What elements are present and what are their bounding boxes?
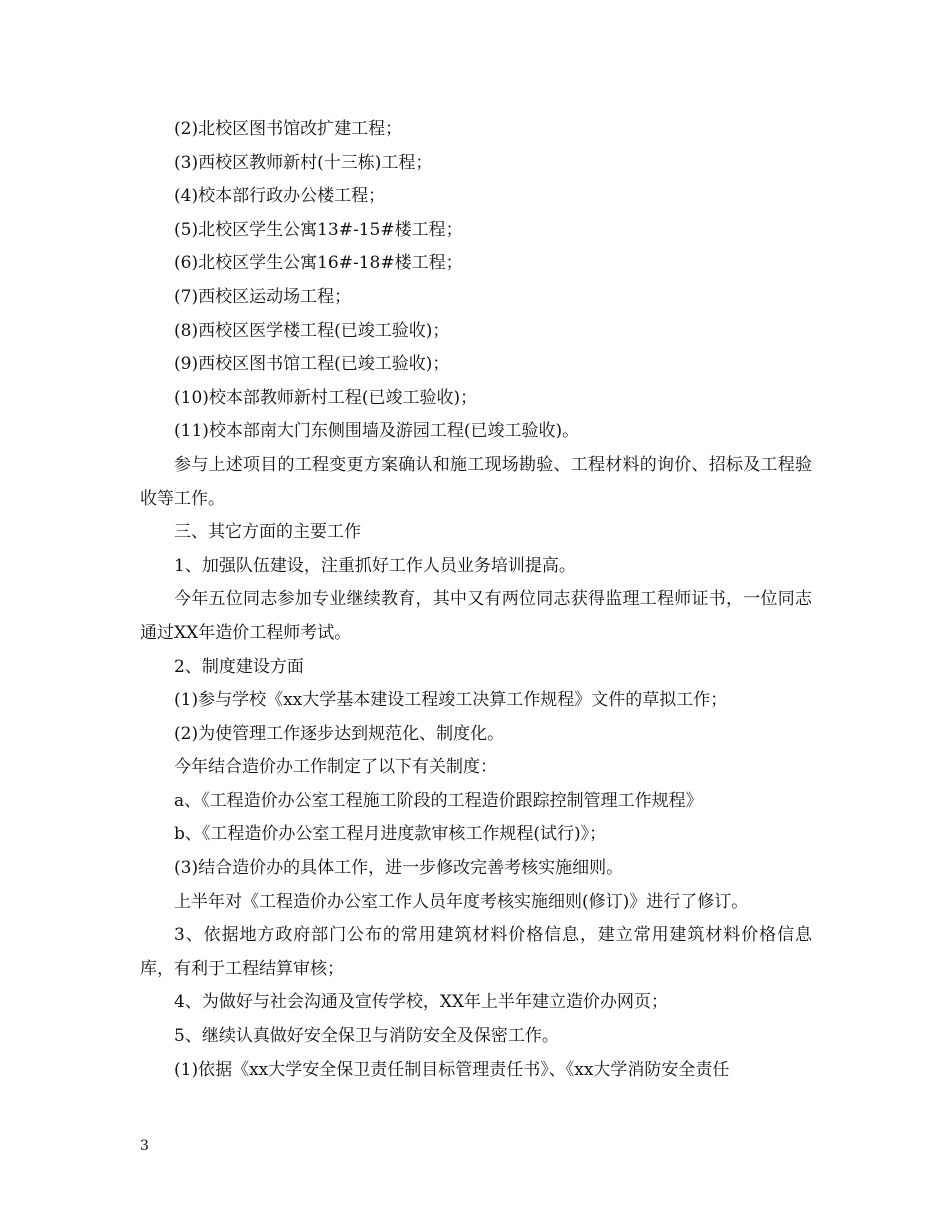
paragraph: b、《工程造价办公室工程月进度款审核工作规程(试行)》； [174, 824, 607, 845]
paragraph: (2)为使管理工作逐步达到规范化、制度化。 [174, 723, 505, 744]
paragraph: (1)依据《xx大学安全保卫责任制目标管理责任书》、《xx大学消防安全责任 [174, 1059, 730, 1080]
paragraph: 5、继续认真做好安全保卫与消防安全及保密工作。 [174, 1026, 559, 1047]
paragraph: (7)西校区运动场工程； [174, 286, 352, 307]
paragraph: (3)结合造价办的具体工作，进一步修改完善考核实施细则。 [174, 858, 624, 879]
paragraph: (1)参与学校《xx大学基本建设工程竣工决算工作规程》文件的草拟工作； [174, 690, 728, 711]
paragraph: (6)北校区学生公寓16#-18#楼工程； [174, 253, 463, 274]
paragraph: a、《工程造价办公室工程施工阶段的工程造价跟踪控制管理工作规程》 [174, 790, 703, 811]
paragraph: 上半年对《工程造价办公室工作人员年度考核实施细则(修订)》进行了修订。 [174, 891, 749, 912]
section-heading: 三、其它方面的主要工作 [174, 522, 361, 543]
paragraph: 2、制度建设方面 [174, 656, 304, 677]
paragraph: 3、依据地方政府部门公布的常用建筑材料价格信息，建立常用建筑材料价格信息库，有利于工程结算审核； [140, 925, 812, 979]
paragraph: (2)北校区图书馆改扩建工程； [174, 119, 403, 139]
paragraph: (11)校本部南大门东侧围墙及游园工程(已竣工验收)。 [174, 421, 580, 442]
paragraph: (4)校本部行政办公楼工程； [174, 186, 386, 207]
paragraph: (9)西校区图书馆工程(已竣工验收)； [174, 354, 450, 375]
paragraph: (3)西校区教师新村(十三栋)工程； [174, 152, 433, 173]
paragraph: (8)西校区医学楼工程(已竣工验收)； [174, 320, 450, 341]
paragraph: 4、为做好与社会沟通及宣传学校，XX年上半年建立造价办网页； [174, 992, 669, 1013]
page-number: 3 [140, 1138, 149, 1154]
paragraph: 1、加强队伍建设，注重抓好工作人员业务培训提高。 [174, 555, 576, 576]
document-body [140, 113, 812, 1087]
paragraph: (10)校本部教师新村工程(已竣工验收)； [174, 387, 478, 408]
paragraph: 今年五位同志参加专业继续教育，其中又有两位同志获得监理工程师证书，一位同志通过XX年造价工程师考试。 [140, 589, 812, 643]
paragraph: (5)北校区学生公寓13#-15#楼工程； [174, 219, 463, 240]
paragraph: 今年结合造价办工作制定了以下有关制度： [174, 757, 497, 778]
paragraph: 参与上述项目的工程变更方案确认和施工现场勘验、工程材料的询价、招标及工程验收等工作。 [140, 454, 812, 509]
